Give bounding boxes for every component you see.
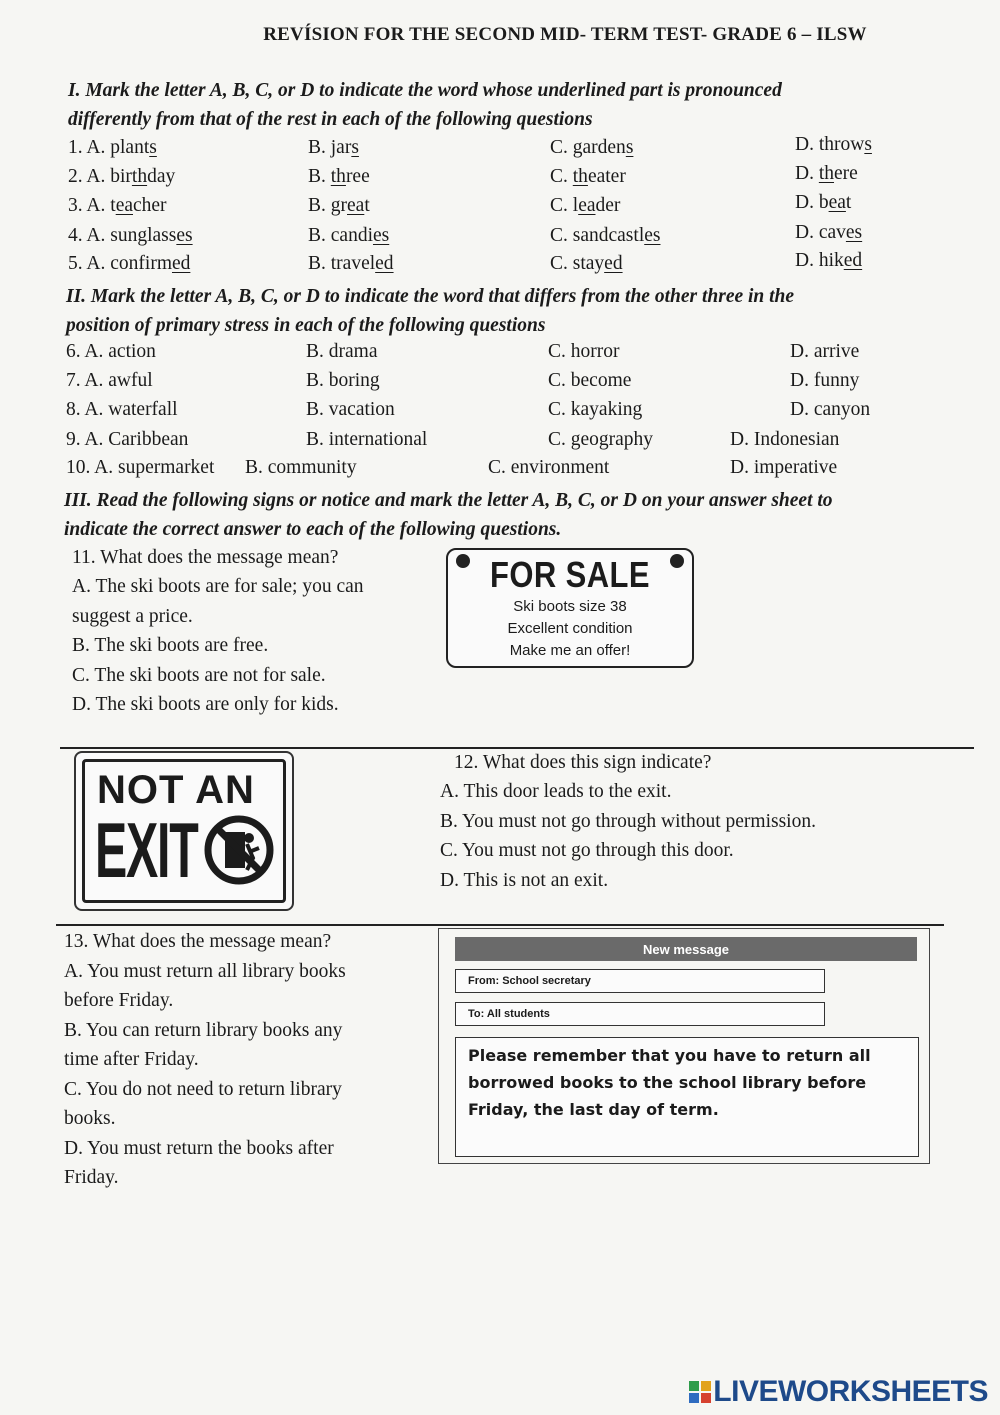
option-d[interactable]: D. This is not an exit. bbox=[440, 869, 609, 891]
question-12 bbox=[454, 748, 711, 778]
sign-line: Excellent condition bbox=[507, 620, 633, 637]
option-b[interactable] bbox=[308, 166, 370, 188]
word-part: B. bbox=[308, 166, 331, 187]
instruction-line: II. Mark the letter A, B, C, or D to indicate the word that differs from the other three in the bbox=[66, 286, 795, 307]
underlined-part: th bbox=[572, 166, 588, 187]
word-part: t bbox=[364, 195, 370, 216]
question-12-options bbox=[440, 777, 816, 895]
option-d[interactable]: D. The ski boots are only for kids. bbox=[72, 694, 339, 715]
option-a[interactable]: 8. A. waterfall bbox=[66, 399, 178, 420]
option-a[interactable]: 10. A. supermarket bbox=[66, 457, 215, 478]
option-a[interactable]: 7. A. awful bbox=[66, 370, 153, 391]
option-c[interactable]: C. geography bbox=[548, 429, 654, 450]
option-b[interactable] bbox=[308, 253, 394, 275]
word-part: D. cav bbox=[795, 222, 846, 243]
option-d[interactable] bbox=[795, 134, 872, 156]
word-part: C. sandcastl bbox=[550, 225, 645, 246]
option-a[interactable]: A. You must return all library books bbox=[64, 960, 346, 982]
option-d[interactable] bbox=[795, 222, 862, 244]
option-c[interactable]: C. become bbox=[548, 370, 632, 391]
sign-line: Ski boots size 38 bbox=[513, 598, 627, 615]
logo-icon bbox=[689, 1381, 711, 1403]
option-c[interactable] bbox=[550, 225, 660, 247]
option-b[interactable]: B. The ski boots are free. bbox=[72, 635, 269, 656]
option-b[interactable]: B. community bbox=[245, 457, 357, 478]
option-c[interactable] bbox=[550, 166, 626, 188]
option-a-cont: suggest a price. bbox=[72, 605, 193, 627]
option-d[interactable] bbox=[795, 250, 862, 272]
underlined-part: ea bbox=[578, 195, 596, 216]
option-d-cont: Friday. bbox=[64, 1167, 119, 1188]
option-d[interactable]: D. imperative bbox=[730, 457, 838, 478]
word-part: D. hik bbox=[795, 250, 844, 271]
option-b[interactable] bbox=[308, 137, 359, 159]
no-entry-icon bbox=[203, 814, 275, 886]
underlined-part: ed bbox=[375, 253, 394, 274]
word-part: B. candi bbox=[308, 225, 373, 246]
option-a[interactable] bbox=[68, 253, 190, 275]
option-d[interactable]: D. funny bbox=[790, 370, 860, 391]
for-sale-sign bbox=[446, 548, 694, 668]
option-d[interactable]: D. arrive bbox=[790, 341, 860, 362]
word-part: ere bbox=[834, 163, 858, 184]
word-part: D. throw bbox=[795, 134, 865, 155]
option-a-cont: before Friday. bbox=[64, 990, 174, 1011]
message-notice bbox=[438, 928, 930, 1164]
word-part: C. stay bbox=[550, 253, 605, 274]
word-part: 5. A. confirm bbox=[68, 253, 172, 274]
option-b[interactable] bbox=[308, 195, 370, 217]
option-a[interactable] bbox=[68, 166, 175, 188]
option-d[interactable] bbox=[795, 192, 851, 214]
option-c[interactable] bbox=[550, 253, 623, 275]
option-d[interactable]: D. You must return the books after bbox=[64, 1137, 334, 1159]
word-part: der bbox=[595, 195, 621, 216]
word-part: day bbox=[147, 166, 176, 187]
word-part: 1. A. plant bbox=[68, 137, 150, 158]
option-c[interactable]: C. environment bbox=[488, 457, 610, 478]
underlined-part: ea bbox=[115, 195, 133, 216]
option-c[interactable] bbox=[550, 195, 620, 217]
word-part: D. b bbox=[795, 192, 829, 213]
option-b[interactable]: B. drama bbox=[306, 341, 378, 362]
section-1-instruction bbox=[68, 76, 948, 134]
word-part: D. bbox=[795, 163, 819, 184]
section-2-instruction bbox=[66, 282, 946, 340]
option-a[interactable] bbox=[68, 195, 167, 217]
option-b[interactable]: B. international bbox=[306, 429, 428, 450]
underlined-part: s bbox=[351, 137, 359, 158]
option-b[interactable] bbox=[308, 225, 389, 247]
underlined-part: th bbox=[131, 166, 148, 187]
option-c[interactable] bbox=[550, 137, 633, 159]
option-b[interactable]: B. boring bbox=[306, 370, 380, 391]
underlined-part: s bbox=[864, 134, 872, 155]
option-b[interactable]: B. You must not go through without permission. bbox=[440, 810, 816, 832]
message-body bbox=[455, 1037, 919, 1157]
instruction-line: III. Read the following signs or notice and mark the letter A, B, C, or D on your answer sheet to bbox=[64, 490, 833, 511]
word-part: eater bbox=[587, 166, 626, 187]
option-b[interactable]: B. vacation bbox=[306, 399, 395, 420]
message-line: Please remember that you have to return all bbox=[468, 1046, 871, 1065]
option-c[interactable]: C. The ski boots are not for sale. bbox=[72, 664, 326, 686]
underlined-part: es bbox=[176, 225, 193, 246]
sign-heading: FOR SALE bbox=[490, 554, 650, 595]
word-part: B. jar bbox=[308, 137, 352, 158]
underlined-part: ea bbox=[828, 192, 846, 213]
sign-line: NOT AN bbox=[97, 768, 255, 812]
to-field: To: All students bbox=[455, 1002, 825, 1026]
word-part: 4. A. sunglass bbox=[68, 225, 177, 246]
underlined-part: ea bbox=[347, 195, 365, 216]
from-field: From: School secretary bbox=[455, 969, 825, 993]
option-a[interactable] bbox=[68, 225, 193, 247]
question-11 bbox=[72, 543, 338, 573]
option-a[interactable]: 9. A. Caribbean bbox=[66, 429, 189, 450]
underlined-part: ed bbox=[604, 253, 623, 274]
underlined-part: th bbox=[330, 166, 346, 187]
underlined-part: s bbox=[149, 137, 157, 158]
liveworksheets-logo bbox=[689, 1375, 988, 1409]
instruction-line: position of primary stress in each of the following questions bbox=[66, 315, 546, 336]
word-part: ree bbox=[345, 166, 370, 187]
page-title: REVÍSION FOR THE SECOND MID- TERM TEST- GRADE 6 – ILSW bbox=[263, 24, 867, 45]
option-a[interactable]: A. The ski boots are for sale; you can bbox=[72, 576, 364, 597]
message-line: Friday, the last day of term. bbox=[468, 1100, 719, 1119]
underlined-part: th bbox=[818, 163, 835, 184]
word-part: B. gr bbox=[308, 195, 347, 216]
option-c[interactable]: C. horror bbox=[548, 341, 620, 362]
underlined-part: es bbox=[845, 222, 863, 243]
instruction-line: I. Mark the letter A, B, C, or D to indicate the word whose underlined part is pronounced bbox=[68, 80, 782, 101]
word-part: cher bbox=[133, 195, 167, 216]
option-c[interactable]: C. You must not go through this door. bbox=[440, 840, 734, 861]
option-c[interactable]: C. kayaking bbox=[548, 399, 643, 420]
word-part: 2. A. bir bbox=[68, 166, 132, 187]
not-an-exit-sign bbox=[74, 751, 294, 911]
option-b-cont: time after Friday. bbox=[64, 1049, 199, 1070]
word-part: C. bbox=[550, 166, 573, 187]
question-text: 12. What does this sign indicate? bbox=[454, 752, 712, 773]
underlined-part: ed bbox=[843, 250, 863, 271]
option-a[interactable]: 6. A. action bbox=[66, 341, 156, 362]
option-a[interactable] bbox=[68, 137, 157, 159]
option-d[interactable] bbox=[795, 163, 858, 185]
option-d[interactable]: D. Indonesian bbox=[730, 429, 840, 450]
underlined-part: ed bbox=[171, 253, 191, 274]
underlined-part: s bbox=[625, 137, 634, 158]
instruction-line: differently from that of the rest in each of the following questions bbox=[68, 109, 593, 130]
message-line: borrowed books to the school library before bbox=[468, 1073, 867, 1092]
option-a[interactable]: A. This door leads to the exit. bbox=[440, 781, 672, 802]
option-c-cont: books. bbox=[64, 1108, 116, 1129]
question-text: 13. What does the message mean? bbox=[64, 931, 332, 952]
word-part: B. travel bbox=[308, 253, 376, 274]
message-title-bar: New message bbox=[455, 937, 917, 961]
question-11-options bbox=[72, 572, 364, 720]
underlined-part: es bbox=[372, 225, 390, 246]
option-c[interactable]: C. You do not need to return library bbox=[64, 1078, 342, 1100]
brand-text: LIVEWORKSHEETS bbox=[713, 1375, 988, 1408]
section-3-instruction bbox=[64, 486, 944, 544]
option-b[interactable]: B. You can return library books any bbox=[64, 1019, 343, 1041]
instruction-line: indicate the correct answer to each of the following questions. bbox=[64, 519, 562, 540]
option-d[interactable]: D. canyon bbox=[790, 399, 871, 420]
word-part: C. garden bbox=[550, 137, 626, 158]
word-part: t bbox=[845, 192, 852, 213]
question-13 bbox=[64, 927, 346, 1193]
question-text: 11. What does the message mean? bbox=[72, 547, 339, 568]
word-part: 3. A. t bbox=[68, 195, 116, 216]
underlined-part: es bbox=[644, 225, 661, 246]
divider bbox=[56, 924, 944, 926]
word-part: C. l bbox=[550, 195, 579, 216]
sign-line: EXIT bbox=[95, 806, 198, 894]
sign-line: Make me an offer! bbox=[509, 642, 631, 659]
